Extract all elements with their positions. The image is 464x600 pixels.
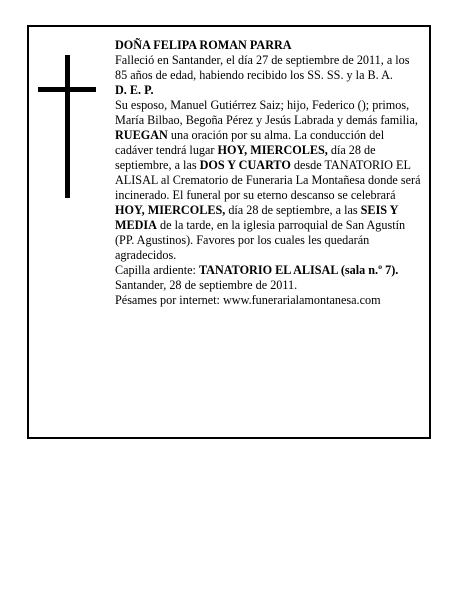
death-info: Falleció en Santander, el día 27 de septiembre de 2011, a los 85 años de edad, habiendo recibido los SS. SS. y la B. A. <box>115 53 410 82</box>
conduction-time: DOS Y CUARTO <box>199 158 291 172</box>
request-text-1: una oración por su alma. La conducción del cadáver tendrá lugar <box>115 128 385 157</box>
funeral-request <box>115 128 422 263</box>
today-wednesday-1: HOY, MIERCOLES, <box>217 143 328 157</box>
deceased-name: DOÑA FELIPA ROMAN PARRA <box>115 38 292 52</box>
dep-abbreviation: D. E. P. <box>115 83 154 97</box>
date-line: Santander, 28 de septiembre de 2011. <box>115 278 298 292</box>
request-text-5: de la tarde, en la iglesia parroquial de San Agustín (PP. Agustinos). Favores por los cuales les quedarán agradecidos. <box>115 218 406 262</box>
cross-horizontal-bar <box>38 87 96 92</box>
capilla-label: Capilla ardiente: <box>115 263 199 277</box>
family-list: Su esposo, Manuel Gutiérrez Saiz; hijo, Federico (); primos, María Bilbao, Begoña Pérez y Jesús Labrada y demás familia, <box>115 98 418 127</box>
request-text-4: día 28 de septiembre, a las <box>225 203 361 217</box>
cross-icon <box>38 55 96 198</box>
funeral-time: SEIS Y MEDIA <box>115 203 399 232</box>
today-wednesday-2: HOY, MIERCOLES, <box>115 203 226 217</box>
capilla-value: TANATORIO EL ALISAL (sala n.º 7). <box>198 263 399 277</box>
cross-vertical-bar <box>65 55 70 198</box>
obituary-text <box>115 38 422 308</box>
ruegan-word: RUEGAN <box>115 128 168 142</box>
request-text-2: día 28 de septiembre, a las <box>115 143 376 172</box>
pesames-line: Pésames por internet: www.funerarialamontanesa.com <box>115 293 381 307</box>
capilla-ardiente <box>115 263 422 278</box>
request-text-3: desde TANATORIO EL ALISAL al Crematorio de Funeraria La Montañesa donde será incinerado. El funeral por su eterno descanso se celebrará <box>115 158 421 202</box>
